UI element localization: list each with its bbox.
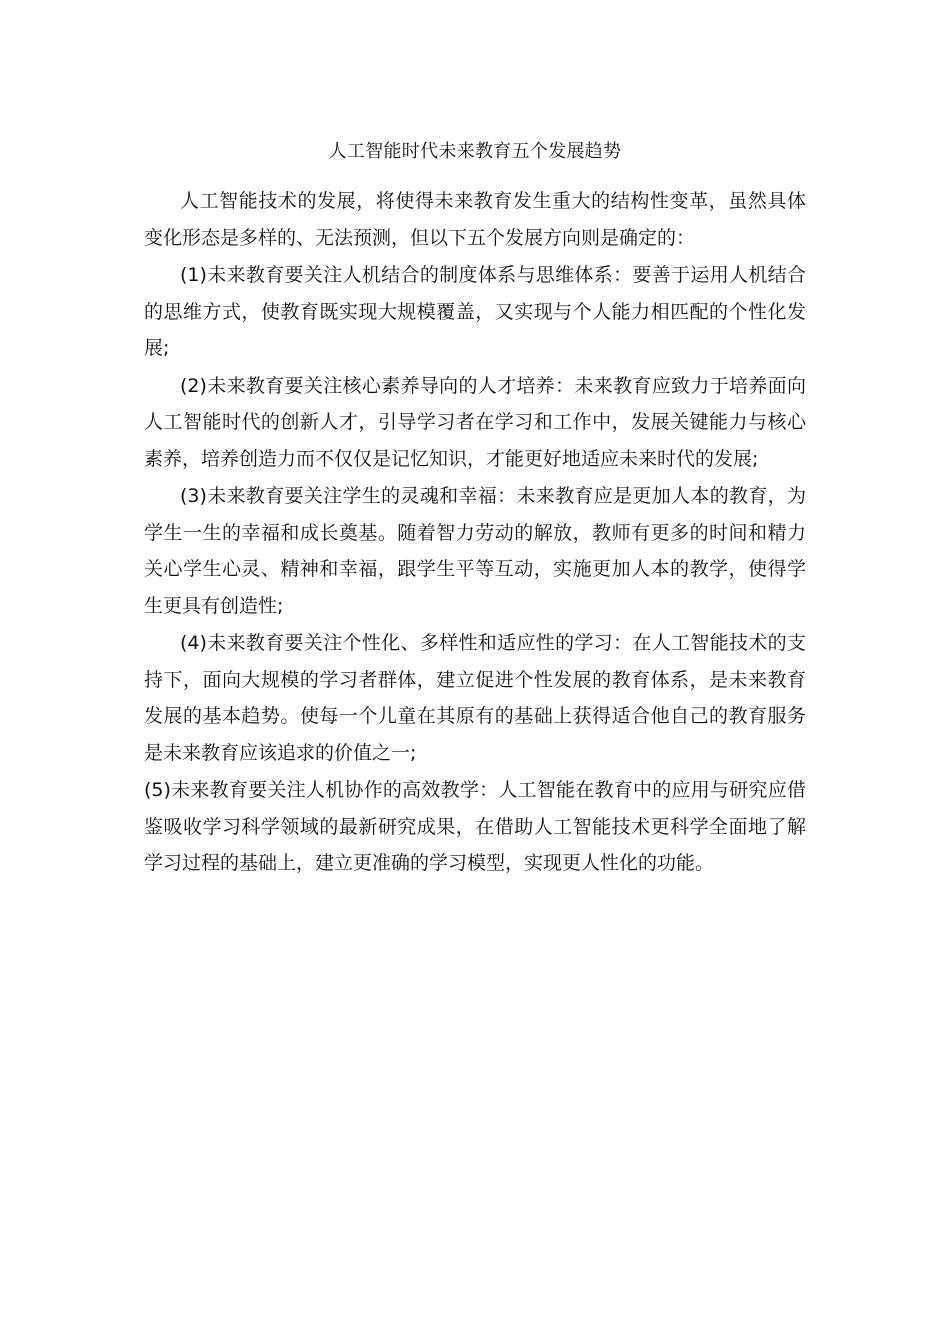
trend-item-5: (5)未来教育要关注人机协作的高效教学：人工智能在教育中的应用与研究应借鉴吸收学习科学领域的最新研究成果，在借助人工智能技术更科学全面地了解学习过程的基础上，建立更准确的学习模型，实现更人性化的功能。 [144,779,806,874]
document-body [144,183,806,882]
trend-item-4: (4)未来教育要关注个性化、多样性和适应性的学习：在人工智能技术的支持下，面向大规模的学习者群体，建立促进个性发展的教育体系，是未来教育发展的基本趋势。使每一个儿童在其原有的基础上获得适合他自己的教育服务是未来教育应该追求的价值之一; [144,632,806,764]
trend-item-1: (1)未来教育要关注人机结合的制度体系与思维体系：要善于运用人机结合的思维方式，使教育既实现大规模覆盖，又实现与个人能力相匹配的个性化发展; [144,264,806,359]
trend-item-2: (2)未来教育要关注核心素养导向的人才培养：未来教育应致力于培养面向人工智能时代的创新人才，引导学习者在学习和工作中，发展关键能力与核心素养，培养创造力而不仅仅是记忆知识，才能更好地适应未来时代的发展; [144,374,806,470]
trend-item-3: (3)未来教育要关注学生的灵魂和幸福：未来教育应是更加人本的教育，为学生一生的幸福和成长奠基。随着智力劳动的解放，教师有更多的时间和精力关心学生心灵、精神和幸福，跟学生平等互动，实施更加人本的教学，使得学生更具有创造性; [144,485,806,617]
intro-paragraph: 人工智能技术的发展，将使得未来教育发生重大的结构性变革，虽然具体变化形态是多样的、无法预测，但以下五个发展方向则是确定的： [144,190,806,249]
document-title: 人工智能时代未来教育五个发展趋势 [328,141,622,162]
